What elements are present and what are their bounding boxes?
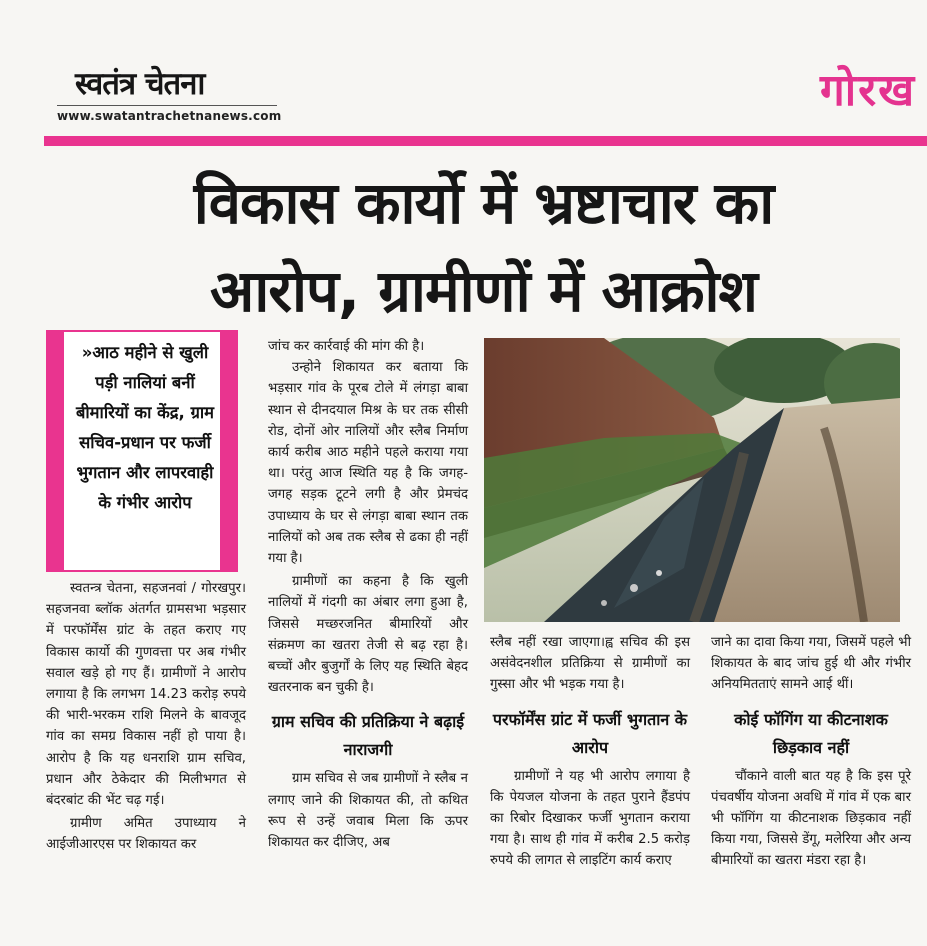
column1-para-2: ग्रामीण अमित उपाध्याय ने आईजीआरएस पर शिकायत कर: [46, 816, 246, 853]
column2-para-0: जांच कर कार्रवाई की मांग की है।: [268, 339, 425, 354]
headline-line-1: विकास कार्यो में भ्रष्टाचार का: [193, 169, 774, 237]
article-column-4: [711, 632, 911, 872]
partner-edition-label: गोरख: [820, 65, 917, 116]
article-column-2: [268, 336, 468, 853]
article-column-1: [46, 578, 246, 856]
column2-para-2: ग्रामीणों का कहना है कि खुली नालियों में गंदगी का अंबार लगा हुआ है, जिससे मच्छरजनित बीमारियों और संक्रमण का खतरा तेजी से बढ़ रहा है। बच्चों और बुजुर्गों के लिए यह स्थिति बेहद खतरनाक बन चुकी है।: [268, 574, 468, 696]
headline-line-2: आरोप, ग्रामीणों में आक्रोश: [210, 257, 757, 325]
column3-para-1: ग्रामीणों ने यह भी आरोप लगाया है कि पेयजल योजना के तहत पुराने हैंडपंप का रिबोर दिखाकर फर्जी भुगतान कराया गया है। साथ ही गांव में करीब 2.5 करोड़ रुपये की लागत से लाइटिंग कार्य कराए: [490, 768, 690, 869]
masthead-pink-bar: [44, 136, 927, 146]
masthead-rule: [57, 105, 277, 106]
road-drain-photo: [484, 338, 900, 622]
column2-para-1: उन्होने शिकायत कर बताया कि भड़सार गांव के पूरब टोले में लंगड़ा बाबा स्थान से दीनदयाल मिश्र के घर तक सीसी रोड, दोनों ओर नालियों और स्लैब निर्माण कार्य करीब आठ महीने पहले कराया गया था। परंतु आज स्थिति यह है कि जगह-जगह सड़क टूटने लगी है और प्रेमचंद उपाध्याय के घर से लंगड़ा बाबा स्थान तक नालियों को अब तक स्लैब से ढका ही नहीं गया है।: [268, 360, 468, 567]
column3-subhead: परफॉर्मेंस ग्रांट में फर्जी भुगतान के आरोप: [492, 709, 688, 757]
column1-para-1: स्वतन्त्र चेतना, सहजनवां / गोरखपुर। सहजनवा ब्लॉक अंतर्गत ग्रामसभा भड़सार में परफॉर्मेंस ग्रांट के तहत कराए गए विकास कार्यो की गुणवत्ता पर अब गंभीर सवाल खड़े हो गए हैं। ग्रामीणों ने आरोप लगाया है कि लगभग 14.23 करोड़ रुपये की भारी-भरकम राशि मिलने के बावजूद गांव का समग्र विकास नहीं हो पाया है। आरोप है कि यह धनराशि ग्राम सचिव, प्रधान और ठेकेदार की मिलीभगत से बंदरबांट की भेंट चढ़ गई।: [46, 581, 246, 809]
masthead-url[interactable]: www.swatantrachetnanews.com: [57, 109, 282, 123]
masthead-name: स्वतंत्र चेतना: [75, 66, 205, 102]
column4-para-0: जाने का दावा किया गया, जिसमें पहले भी शिकायत के बाद जांच हुई थी और गंभीर अनियमितताएं सामने आई थीं।: [711, 635, 911, 693]
column3-para-0: स्लैब नहीं रखा जाएगा।ह्व सचिव की इस असंवेदनशील प्रतिक्रिया से ग्रामीणों का गुस्सा और भी भड़क गया है।: [490, 635, 690, 693]
highlight-text: »आठ महीने से खुली पड़ी नालियां बनीं बीमारियों का केंद्र, ग्राम सचिव-प्रधान पर फर्जी भुगतान और लापरवाही के गंभीर आरोप: [75, 343, 215, 512]
highlight-box-right-bar: [220, 330, 238, 572]
photo-illustration: [484, 338, 900, 622]
article-column-3: [490, 632, 690, 872]
column4-para-1: चौंकाने वाली बात यह है कि इस पूरे पंचवर्षीय योजना अवधि में गांव में एक बार भी फॉगिंग या कीटनाशक छिड़काव नहीं किया गया, जिससे डेंगू, मलेरिया और अन्य बीमारियों का खतरा मंडरा रहा है।: [711, 768, 911, 869]
column2-para-3: ग्राम सचिव से जब ग्रामीणों ने स्लैब न लगाए जाने की शिकायत की, तो कथित रूप से उन्हें जवाब मिला कि ऊपर शिकायत कर दीजिए, अब: [268, 771, 468, 851]
highlight-box-left-bar: [46, 330, 64, 572]
column2-subhead: ग्राम सचिव की प्रतिक्रिया ने बढ़ाई नाराजगी: [271, 712, 465, 760]
column4-subhead: कोई फॉगिंग या कीटनाशक छिड़काव नहीं: [734, 709, 888, 757]
